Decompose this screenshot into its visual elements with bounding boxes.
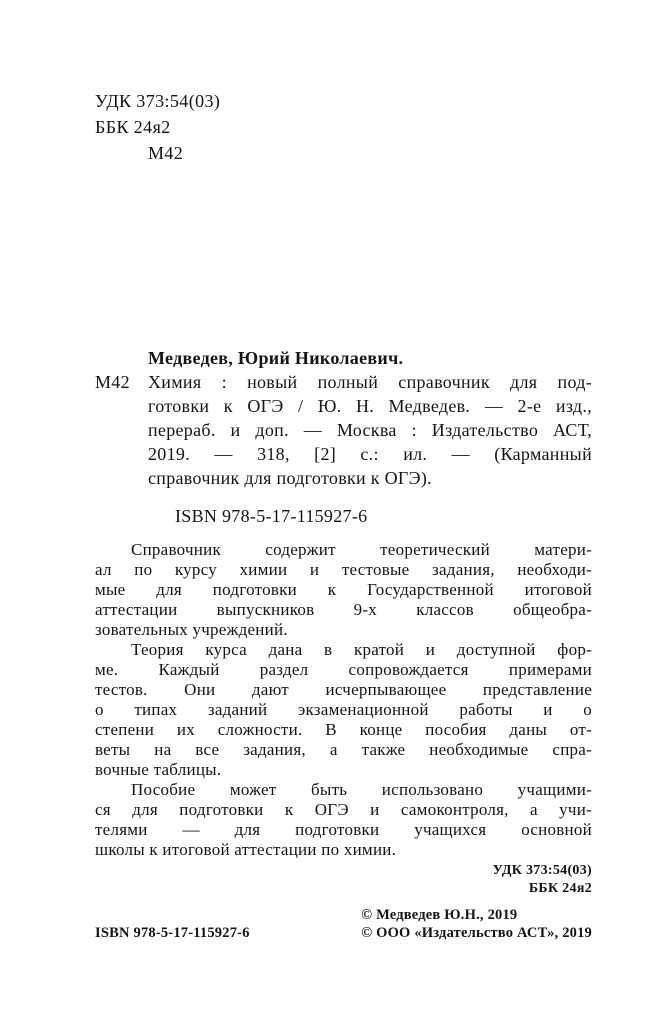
udc-bottom-label: УДК 373:54(03) xyxy=(492,863,592,878)
annotation-paragraph-3: Пособие может быть использовано учащими- ся для подготовки к ОГЭ и самоконтроля, а учи- телями — для подготовки учащихся основной школы к итоговой аттестации по химии. xyxy=(95,780,592,859)
bbk-bottom-label: ББК 24я2 xyxy=(528,881,592,896)
annotation-paragraph-1: Справочник содержит теоретический матери- ал по курсу химии и тестовые задания, необходи- мые для подготовки к Государственной итоговой аттестации выпускников 9-х классов общеобра- зовательных учреждений. xyxy=(95,540,592,639)
annotation-paragraph-2: Теория курса дана в кратой и доступной фор- ме. Каждый раздел сопровождается примерами тестов. Они дают исчерпывающее представление о типах заданий экзаменационной работы и о степени их сложности. В конце пособия даны от- веты на все задания, а также необходимые спра- вочные таблицы. xyxy=(95,640,592,779)
author-heading: Медведев, Юрий Николаевич. xyxy=(148,348,404,368)
bibliographic-record xyxy=(95,346,592,490)
copyright-block: © Медведев Ю.Н., 2019 © ООО «Издательство АСТ», 2019 xyxy=(361,907,592,941)
bbk-top-label: ББК 24я2 xyxy=(95,117,171,137)
bottom-classification-codes xyxy=(95,862,592,898)
bib-description: Химия : новый полный справочник для под- готовки к ОГЭ / Ю. Н. Медведев. — 2-е изд., перераб. и доп. — Москва : Издательство АСТ, 2019. — 318, [2] с.: ил. — (Карманный справочник для подготовки к ОГЭ). xyxy=(148,372,592,488)
top-classification-codes xyxy=(95,88,592,166)
isbn-statement: ISBN 978-5-17-115927-6 xyxy=(175,506,368,526)
udc-top-label: УДК 373:54(03) xyxy=(95,91,221,111)
author-sign-entry: М42 xyxy=(95,372,130,392)
bib-entry xyxy=(95,370,592,490)
isbn-footer: ISBN 978-5-17-115927-6 xyxy=(95,925,250,941)
author-sign-top: М42 xyxy=(148,143,184,163)
annotation xyxy=(95,540,592,860)
imprint-footer xyxy=(95,906,592,942)
